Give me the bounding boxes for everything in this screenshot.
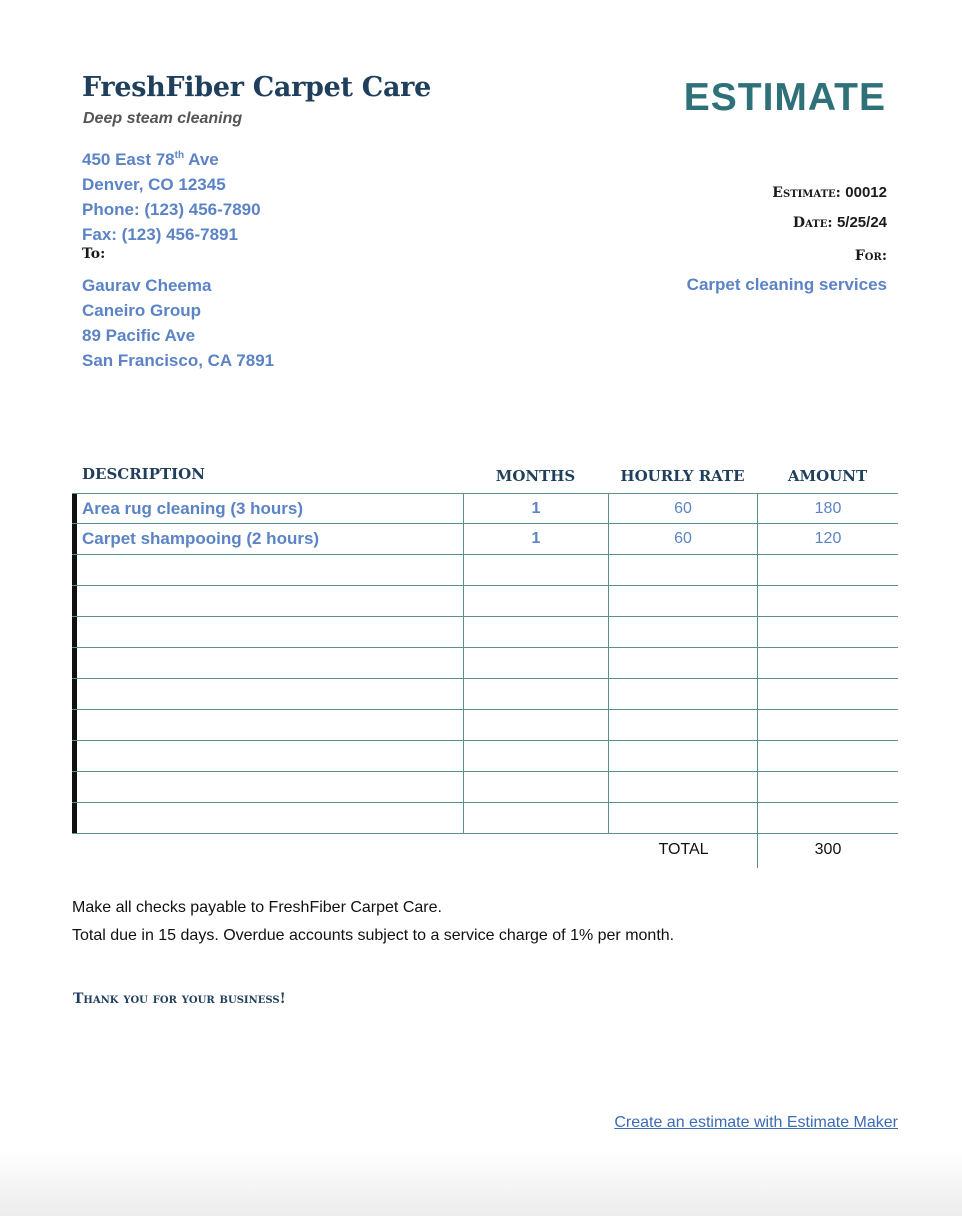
total-label: TOTAL — [658, 841, 709, 858]
item-amount — [757, 741, 898, 771]
item-description — [82, 586, 462, 616]
item-rate — [608, 617, 757, 647]
table-row — [72, 772, 898, 803]
item-description — [82, 555, 462, 585]
for-value: Carpet cleaning services — [686, 275, 887, 294]
item-description — [82, 710, 462, 740]
item-description — [82, 741, 462, 771]
bill-to-city: San Francisco, CA 7891 — [82, 351, 275, 370]
column-header-hourly-rate: HOURLY RATE — [620, 467, 745, 485]
item-description — [82, 772, 462, 802]
sender-city: Denver, CO 12345 — [82, 175, 226, 194]
terms-note: Total due in 15 days. Overdue accounts subject to a service charge of 1% per month. — [72, 927, 675, 944]
estimate-number-value: 00012 — [845, 184, 887, 201]
item-amount — [757, 710, 898, 740]
item-months: 1 — [463, 524, 608, 554]
table-row — [72, 524, 898, 555]
estimate-number-line — [772, 184, 887, 202]
column-header-amount: AMOUNT — [787, 467, 868, 485]
item-amount — [757, 648, 898, 678]
item-amount — [757, 586, 898, 616]
item-rate — [608, 772, 757, 802]
item-amount: 180 — [757, 494, 898, 524]
item-rate: 60 — [608, 524, 757, 554]
item-description — [82, 803, 462, 833]
company-tagline: Deep steam cleaning — [83, 110, 243, 127]
item-rate — [608, 555, 757, 585]
item-months: 1 — [463, 494, 608, 524]
column-header-description: DESCRIPTION — [82, 465, 205, 483]
sender-street: 450 East 78th Ave — [82, 150, 219, 169]
item-rate: 60 — [608, 494, 757, 524]
item-amount: 120 — [757, 524, 898, 554]
sender-address — [82, 147, 261, 247]
estimate-number-label: Estimate: — [772, 185, 841, 201]
item-rate — [608, 741, 757, 771]
item-rate — [608, 679, 757, 709]
item-months — [463, 586, 608, 616]
for-label: For: — [854, 248, 887, 264]
table-row — [72, 679, 898, 710]
bill-to-label: To: — [82, 246, 106, 262]
item-amount — [757, 803, 898, 833]
sender-phone: Phone: (123) 456-7890 — [82, 200, 261, 219]
table-row — [72, 586, 898, 617]
item-description — [82, 679, 462, 709]
item-amount — [757, 679, 898, 709]
item-months — [463, 741, 608, 771]
item-rate — [608, 710, 757, 740]
payable-note: Make all checks payable to FreshFiber Carpet Care. — [72, 899, 442, 916]
table-row — [72, 555, 898, 586]
item-rate — [608, 648, 757, 678]
document-title: ESTIMATE — [683, 76, 886, 119]
bill-to-address — [82, 273, 274, 373]
estimate-date-label: Date: — [792, 215, 833, 231]
line-items-table — [72, 493, 898, 834]
estimate-date-value: 5/25/24 — [836, 214, 887, 231]
item-description: Carpet shampooing (2 hours) — [82, 529, 320, 548]
item-months — [463, 679, 608, 709]
item-months — [463, 617, 608, 647]
item-rate — [608, 803, 757, 833]
item-description: Area rug cleaning (3 hours) — [82, 499, 304, 518]
bill-to-street: 89 Pacific Ave — [82, 326, 196, 345]
total-value: 300 — [814, 841, 842, 858]
company-name: FreshFiber Carpet Care — [82, 72, 431, 103]
item-amount — [757, 617, 898, 647]
column-header-months: MONTHS — [495, 467, 576, 485]
sender-fax: Fax: (123) 456-7891 — [82, 225, 238, 244]
item-amount — [757, 772, 898, 802]
item-months — [463, 648, 608, 678]
table-row — [72, 803, 898, 834]
page-bottom-shade — [0, 1150, 962, 1216]
bill-to-company: Caneiro Group — [82, 301, 202, 320]
item-rate — [608, 586, 757, 616]
bill-to-name: Gaurav Cheema — [82, 276, 212, 295]
table-row — [72, 710, 898, 741]
item-description — [82, 648, 462, 678]
table-row — [72, 617, 898, 648]
table-row — [72, 741, 898, 772]
estimate-maker-link[interactable]: Create an estimate with Estimate Maker — [614, 1114, 898, 1131]
item-months — [463, 772, 608, 802]
item-months — [463, 710, 608, 740]
item-months — [463, 803, 608, 833]
item-description — [82, 617, 462, 647]
table-row — [72, 493, 898, 524]
table-row — [72, 648, 898, 679]
item-amount — [757, 555, 898, 585]
estimate-date-line — [793, 214, 887, 232]
thank-you-message: Thank you for your business! — [73, 991, 286, 1007]
item-months — [463, 555, 608, 585]
